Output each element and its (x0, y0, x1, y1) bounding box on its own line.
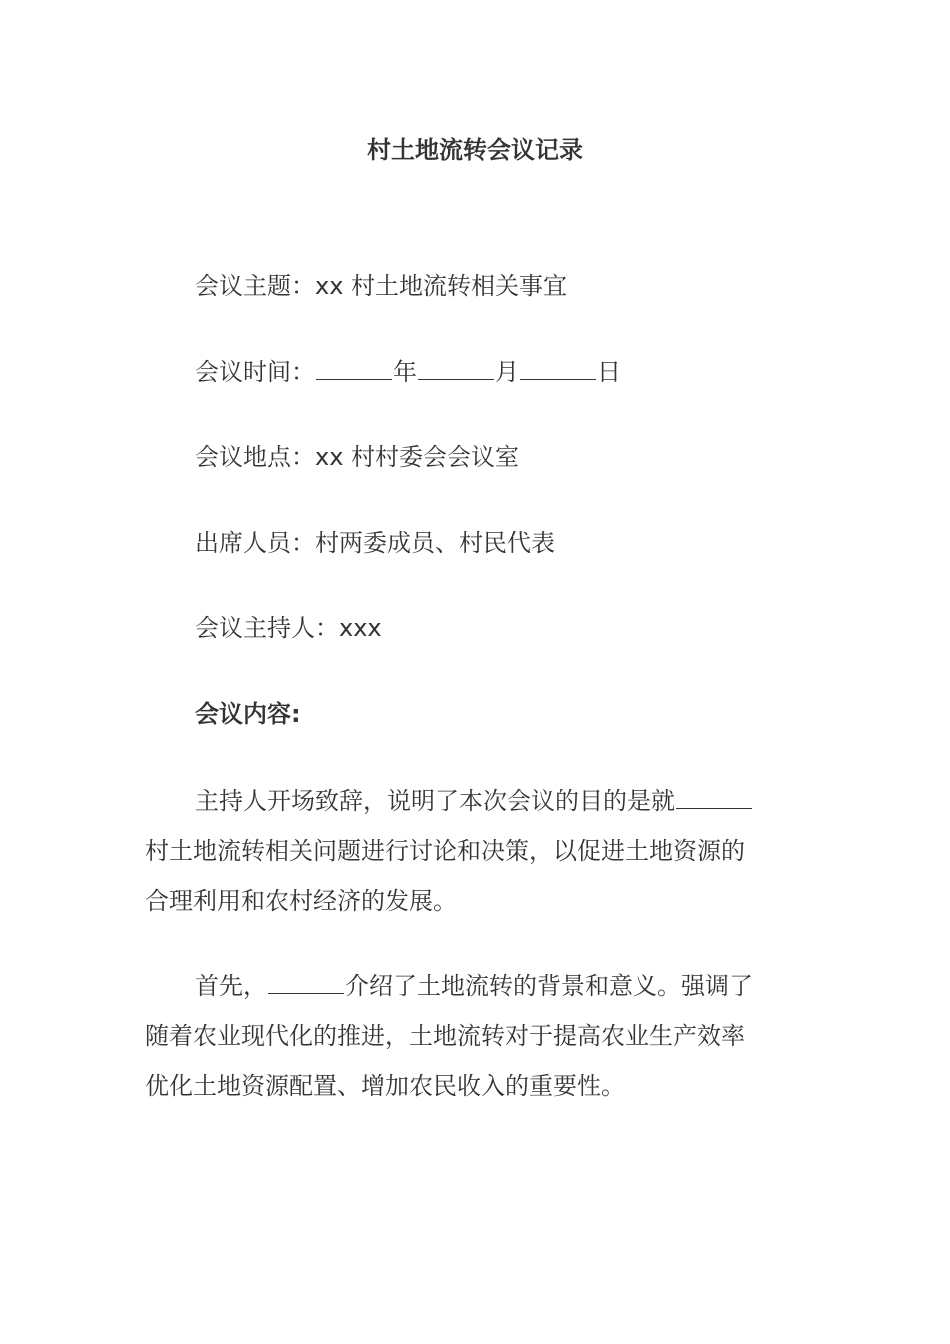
field-host-value: xxx (339, 614, 382, 642)
field-attendees-label: 出席人员： (195, 529, 315, 557)
field-place-label: 会议地点： (195, 443, 315, 471)
field-host (195, 611, 382, 645)
paragraph-line: 优化土地资源配置、增加农民收入的重要性。 (145, 1072, 625, 1100)
field-time-label: 会议时间： (195, 358, 315, 386)
month-unit: 月 (495, 358, 519, 386)
paragraph-text: 主持人开场致辞，说明了本次会议的目的是就 (195, 787, 675, 815)
village-blank (676, 784, 752, 809)
field-place (195, 440, 519, 474)
paragraph-line: 随着农业现代化的推进，土地流转对于提高农业生产效率 (145, 1022, 745, 1050)
paragraph-background (145, 961, 807, 1111)
paragraph-line (145, 776, 807, 826)
presenter-blank (268, 969, 344, 994)
field-host-label: 会议主持人： (195, 614, 339, 642)
field-topic (195, 269, 567, 303)
field-topic-label: 会议主题： (195, 272, 315, 300)
field-attendees-value: 村两委成员、村民代表 (315, 529, 555, 557)
paragraph-opening (145, 776, 807, 926)
paragraph-line: 村土地流转相关问题进行讨论和决策，以促进土地资源的 (145, 837, 745, 865)
document-title: 村土地流转会议记录 (367, 136, 583, 164)
paragraph-line (145, 961, 807, 1011)
day-unit: 日 (597, 358, 621, 386)
month-blank (418, 355, 494, 380)
field-place-value: xx 村村委会会议室 (315, 443, 520, 471)
year-blank (316, 355, 392, 380)
field-time (195, 355, 621, 389)
field-topic-value: xx 村土地流转相关事宜 (315, 272, 568, 300)
paragraph-text: 首先， (195, 972, 267, 1000)
day-blank (520, 355, 596, 380)
year-unit: 年 (393, 358, 417, 386)
paragraph-text: 介绍了土地流转的背景和意义。强调了 (345, 972, 753, 1000)
field-attendees (195, 526, 555, 560)
paragraph-line: 合理利用和农村经济的发展。 (145, 887, 457, 915)
content-heading: 会议内容: (195, 700, 301, 728)
